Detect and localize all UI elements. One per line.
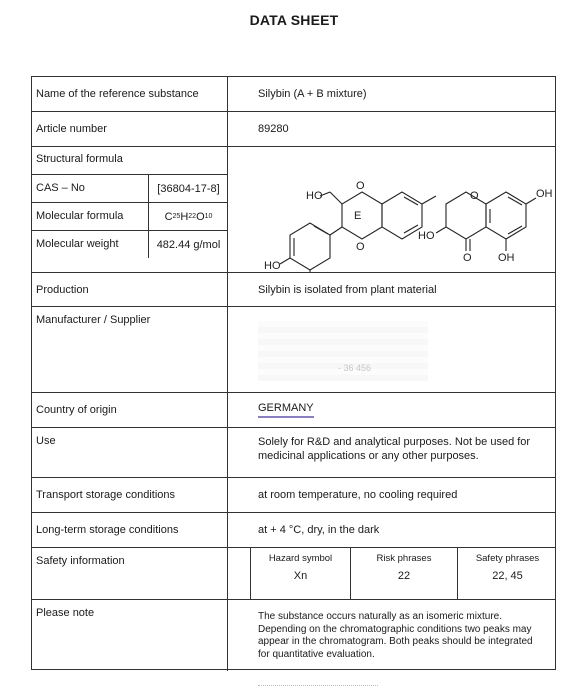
row-name bbox=[32, 77, 555, 112]
redacted-fragment: - 36 456 bbox=[338, 363, 372, 373]
diagram-label-oh-right: OH bbox=[536, 188, 552, 200]
safety-table bbox=[250, 548, 555, 599]
row-manufacturer bbox=[32, 307, 555, 393]
row-transport bbox=[32, 478, 555, 513]
mf-o-n: 10 bbox=[204, 213, 213, 220]
safety-header: Safety phrases bbox=[475, 553, 540, 564]
label-production: Production bbox=[32, 273, 228, 306]
hazard-column bbox=[250, 548, 350, 599]
value-name: Silybin (A + B mixture) bbox=[258, 88, 367, 100]
row-structural bbox=[32, 147, 555, 273]
diagram-label-e: E bbox=[354, 210, 362, 222]
label-structural: Structural formula bbox=[36, 153, 123, 165]
row-use bbox=[32, 428, 555, 478]
diagram-label-ho-left: HO bbox=[264, 260, 281, 272]
value-country bbox=[228, 393, 555, 427]
label-longterm: Long-term storage conditions bbox=[32, 513, 228, 547]
value-note: The substance occurs naturally as an isomeric mixture. Depending on the chromatographic conditions two peaks may appear in the chromatogram. Both peaks should be integrated for quantitative evaluation. bbox=[258, 611, 533, 660]
label-mw: Molecular weight bbox=[36, 238, 119, 250]
country-value-text: GERMANY bbox=[258, 402, 314, 418]
page-title: DATA SHEET bbox=[249, 12, 339, 28]
decorative-dotted-line bbox=[258, 685, 378, 687]
mf-c-n: 25 bbox=[172, 213, 181, 220]
value-article: 89280 bbox=[258, 123, 289, 135]
diagram-label-ho-mid: HO bbox=[418, 230, 435, 242]
row-note bbox=[32, 600, 555, 671]
row-production bbox=[32, 273, 555, 307]
value-longterm: at + 4 °C, dry, in the dark bbox=[258, 524, 380, 536]
value-use: Solely for R&D and analytical purposes. Not be used for medicinal applications or any other purposes. bbox=[258, 436, 531, 462]
safety-column bbox=[457, 548, 557, 599]
label-country: Country of origin bbox=[32, 393, 228, 427]
diagram-label-o-keto: O bbox=[463, 252, 472, 264]
mf-h: H bbox=[180, 210, 189, 223]
value-production: Silybin is isolated from plant material bbox=[258, 283, 437, 296]
diagram-label-o-2: O bbox=[356, 241, 365, 253]
value-transport: at room temperature, no cooling required bbox=[258, 489, 458, 501]
value-mf bbox=[148, 203, 228, 230]
label-transport: Transport storage conditions bbox=[32, 478, 228, 512]
mf-h-n: 22 bbox=[188, 213, 197, 220]
safety-value: 22, 45 bbox=[492, 570, 523, 582]
label-article: Article number bbox=[32, 112, 228, 146]
diagram-label-oh-bottom: OH bbox=[498, 252, 515, 264]
label-name: Name of the reference substance bbox=[32, 77, 228, 111]
row-longterm bbox=[32, 513, 555, 548]
mf-row bbox=[32, 202, 228, 230]
value-cas: [36804-17-8] bbox=[148, 175, 228, 202]
label-mf: Molecular formula bbox=[36, 210, 124, 222]
row-country bbox=[32, 393, 555, 428]
mw-row bbox=[32, 230, 228, 258]
row-safety bbox=[32, 548, 555, 600]
hazard-value: Xn bbox=[293, 570, 308, 582]
cas-row bbox=[32, 174, 228, 202]
label-use: Use bbox=[32, 428, 228, 477]
value-manufacturer bbox=[228, 307, 555, 392]
diagram-label-o-1: O bbox=[356, 180, 365, 192]
risk-value: 22 bbox=[397, 570, 411, 582]
mf-c: C bbox=[164, 210, 173, 223]
mf-o: O bbox=[196, 210, 205, 223]
data-sheet-table bbox=[31, 76, 556, 670]
diagram-label-o-3: O bbox=[470, 190, 479, 202]
structural-formula-diagram bbox=[232, 147, 552, 272]
label-manufacturer: Manufacturer / Supplier bbox=[32, 307, 228, 392]
label-safety: Safety information bbox=[32, 548, 228, 599]
risk-column bbox=[350, 548, 457, 599]
diagram-label-ho-top: HO bbox=[306, 190, 323, 202]
value-mw: 482.44 g/mol bbox=[148, 231, 228, 258]
label-cas: CAS – No bbox=[36, 182, 85, 194]
row-article bbox=[32, 112, 555, 147]
safety-grid bbox=[228, 548, 555, 599]
hazard-header: Hazard symbol bbox=[268, 553, 333, 564]
risk-header: Risk phrases bbox=[376, 553, 432, 564]
label-note: Please note bbox=[32, 600, 228, 671]
